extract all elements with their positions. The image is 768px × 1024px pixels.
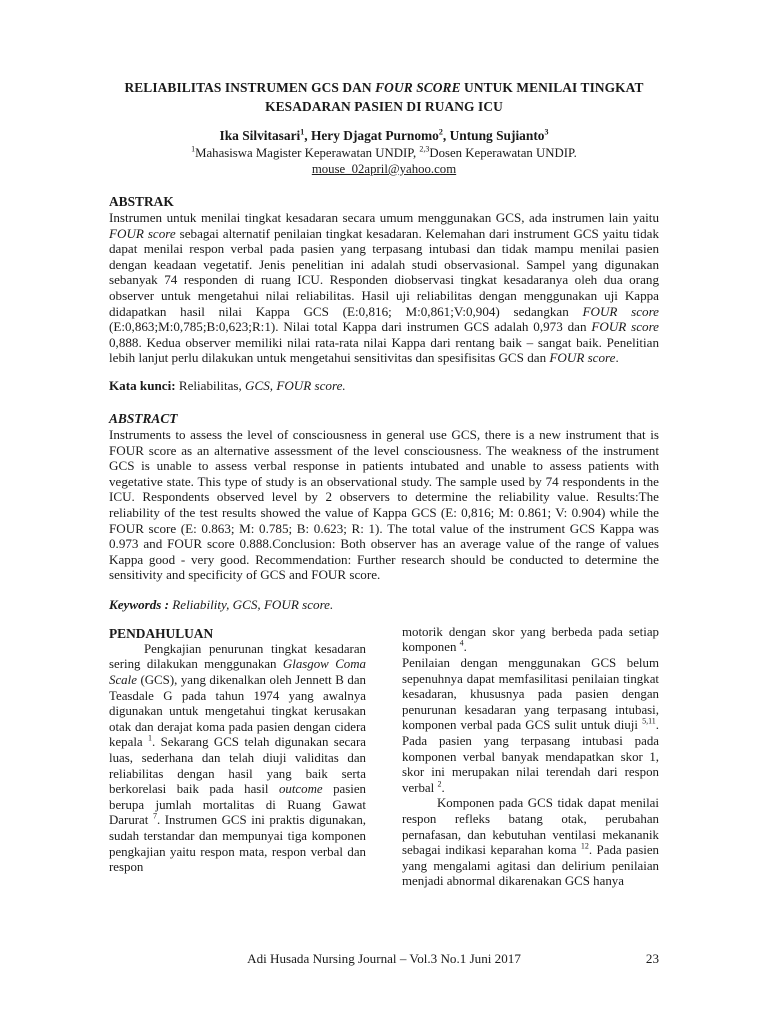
- abstrak-text: sebagai alternatif penilaian tingkat kesadaran. Kelemahan dari instrument GCS yaitu tidak dapat menilai respon verbal pada pasien yang terpasang intubasi dan tidak mampu menilai pasien dengan keadaan vegetatif. Jenis penelitian ini adalah studi observasional. Sampel yang digunakan sebanyak 74 responden di ruang ICU. Responden diobservasi tingkat kesadaranya oleh dua orang observer untuk mengetahui nilai reliabilitas. Hasil uji reliabilitas dengan menggunakan uji Kappa didapatkan hasil nilai Kappa GCS (E:0,816; M:0,861;V:0,904) sedangkan: [109, 225, 660, 319]
- title-text: RELIABILITAS INSTRUMEN GCS DAN: [124, 80, 376, 95]
- kata-kunci-text-italic: GCS, FOUR score.: [245, 377, 346, 393]
- keywords-text: Reliability, GCS, FOUR score.: [169, 596, 334, 612]
- affil-mark: 1: [191, 144, 196, 154]
- body-columns: [109, 625, 659, 890]
- author-email-link[interactable]: mouse_02april@yahoo.com: [311, 162, 457, 176]
- abstrak-text-italic: FOUR score: [549, 350, 616, 366]
- body-text: .: [441, 780, 445, 795]
- abstrak-text-italic: FOUR score: [582, 303, 659, 319]
- title-line-2: KESADARAN PASIEN DI RUANG ICU: [265, 99, 503, 114]
- body-text: . Pada pasien yang mengalami agitasi dan delirium penilaian menjadi abnormal dikarenakan GCS hanya: [402, 843, 659, 889]
- citation-ref: 1: [148, 734, 152, 744]
- title-text: UNTUK MENILAI TINGKAT: [460, 80, 644, 95]
- paper-page: [109, 78, 659, 890]
- citation-ref: 4: [459, 639, 464, 649]
- author-affil-mark: 1: [300, 127, 305, 137]
- keywords-label: Keywords :: [109, 596, 170, 612]
- body-text: Penilaian dengan menggunakan GCS belum sepenuhnya dapat memfasilitasi penilaian tingkat kesadaran, khususnya pada pasien dengan penurunan kesadaran yang terpasang intubasi, komponen verbal pada GCS sulit untuk diuji: [402, 656, 659, 733]
- body-text-italic: outcome: [278, 782, 323, 797]
- abstrak-heading: ABSTRAK: [109, 194, 174, 209]
- body-text: motorik dengan skor yang berbeda pada setiap komponen: [402, 624, 659, 655]
- affil-text: Dosen Keperawatan UNDIP.: [429, 146, 577, 160]
- left-column: [109, 625, 366, 890]
- abstrak-text-italic: FOUR score: [591, 319, 659, 335]
- abstrak-text: Instrumen untuk menilai tingkat kesadaran secara umum menggunakan GCS, ada instrumen lain yaitu: [109, 210, 659, 225]
- body-text: Pengkajian penurunan tingkat kesadaran sering dilakukan menggunakan: [109, 641, 366, 672]
- body-text-italic: Glasgow Coma Scale: [109, 657, 366, 688]
- citation-ref: 7: [152, 812, 157, 822]
- abstrak-body: [109, 210, 659, 366]
- abstrak-text: .: [615, 350, 619, 366]
- title-text-italic: FOUR SCORE: [375, 80, 461, 95]
- author-affil-mark: 3: [544, 127, 549, 137]
- pendahuluan-heading: PENDAHULUAN: [109, 625, 214, 641]
- author-list: [109, 127, 659, 145]
- keywords: [109, 597, 659, 613]
- citation-ref: 2: [437, 779, 442, 789]
- author-name: , Untung Sujianto: [442, 128, 545, 143]
- abstract-heading: ABSTRACT: [109, 410, 178, 426]
- body-text: .: [463, 640, 467, 655]
- body-paragraph: [402, 796, 659, 890]
- body-text: pasien berupa jumlah mortalitas di Ruang Gawat Darurat: [109, 782, 367, 828]
- body-paragraph: [402, 656, 659, 796]
- citation-ref: 12: [580, 841, 589, 851]
- affil-text: Mahasiswa Magister Keperawatan UNDIP,: [195, 146, 420, 160]
- kata-kunci: [109, 378, 659, 394]
- body-paragraph: [402, 625, 659, 656]
- abstrak-text: 0,888. Kedua observer memiliki nilai rata-rata nilai Kappa dari rentang baik – sangat baik. Penelitian lebih lanjut perlu dilakukan untuk mengetahui sensitivitas dan spesifisitas GCS dan: [109, 334, 659, 366]
- kata-kunci-text: Reliabilitas,: [175, 377, 246, 393]
- author-name: , Hery Djagat Purnomo: [304, 128, 439, 143]
- citation-ref: 5,11: [642, 717, 656, 727]
- abstrak-text-italic: FOUR score: [109, 225, 176, 241]
- body-text: . Sekarang GCS telah digunakan secara luas, sederhana dan telah diuji validitas dan reliabilitas dengan hasil yang baik serta berkorelasi baik pada hasil: [109, 735, 366, 797]
- author-affil-mark: 2: [438, 127, 443, 137]
- right-column: [402, 625, 659, 890]
- affiliation: [109, 145, 659, 161]
- kata-kunci-label: Kata kunci:: [109, 377, 176, 393]
- paper-title: [109, 78, 659, 116]
- body-text: Komponen pada GCS tidak dapat menilai respon refleks batang otak, perubahan pernafasan, dan kebutuhan ventilasi mekananik sebagai indikasi keparahan koma: [402, 796, 659, 858]
- affil-mark: 2,3: [419, 144, 430, 154]
- abstract-body: Instruments to assess the level of consciousness in general use GCS, there is a new instrument that is FOUR score as an alternative assessment of the level consciousness. The weakness of the instrument GCS is unable to assess verbal response in patients intubated and unable to assess patients with vegetative state. This type of study is an observational study. The sample used by 74 respondents in the ICU. Respondents observed level by 2 observers to determine the reliability value. Results:The reliability of the test results showed the value of Kappa GCS (E: 0,816; M: 0.861; V: 0.904) while the FOUR score (E: 0.863; M: 0.785; B: 0.623; R: 1). The total value of the instrument GCS Kappa was 0.973 and FOUR score 0.888.Conclusion: Both observer has an average value of the range of values Kappa good - very good. Recommendation: Further research should be conducted to determine the sensitivity and specificity of GCS and FOUR score.: [109, 426, 659, 583]
- abstrak-text: (E:0,863;M:0,785;B:0,623;R:1). Nilai total Kappa dari instrumen GCS adalah 0,973 dan: [109, 319, 592, 335]
- body-text: (GCS), yang dikenalkan oleh Jennett B dan Teasdale G pada tahun 1974 yang awalnya digunakan untuk mengetahui tingkat kerusakan otak dan derajat koma pada pasien dengan cidera kepala: [109, 673, 366, 750]
- body-text: . Pada pasien yang terpasang intubasi pada komponen verbal banyak mendapatkan skor 1, skor ini merupakan nilai terendah dari respon verbal: [402, 718, 659, 795]
- journal-citation: Adi Husada Nursing Journal – Vol.3 No.1 Juni 2017: [247, 951, 521, 966]
- page-number: 23: [645, 951, 659, 966]
- body-text: . Instrumen GCS ini praktis digunakan, sudah terstandar dan mempunyai tiga komponen pengkajian yaitu respon mata, respon verbal dan respon: [109, 813, 367, 875]
- pendahuluan-paragraph: [109, 642, 366, 876]
- author-name: Ika Silvitasari: [219, 128, 301, 143]
